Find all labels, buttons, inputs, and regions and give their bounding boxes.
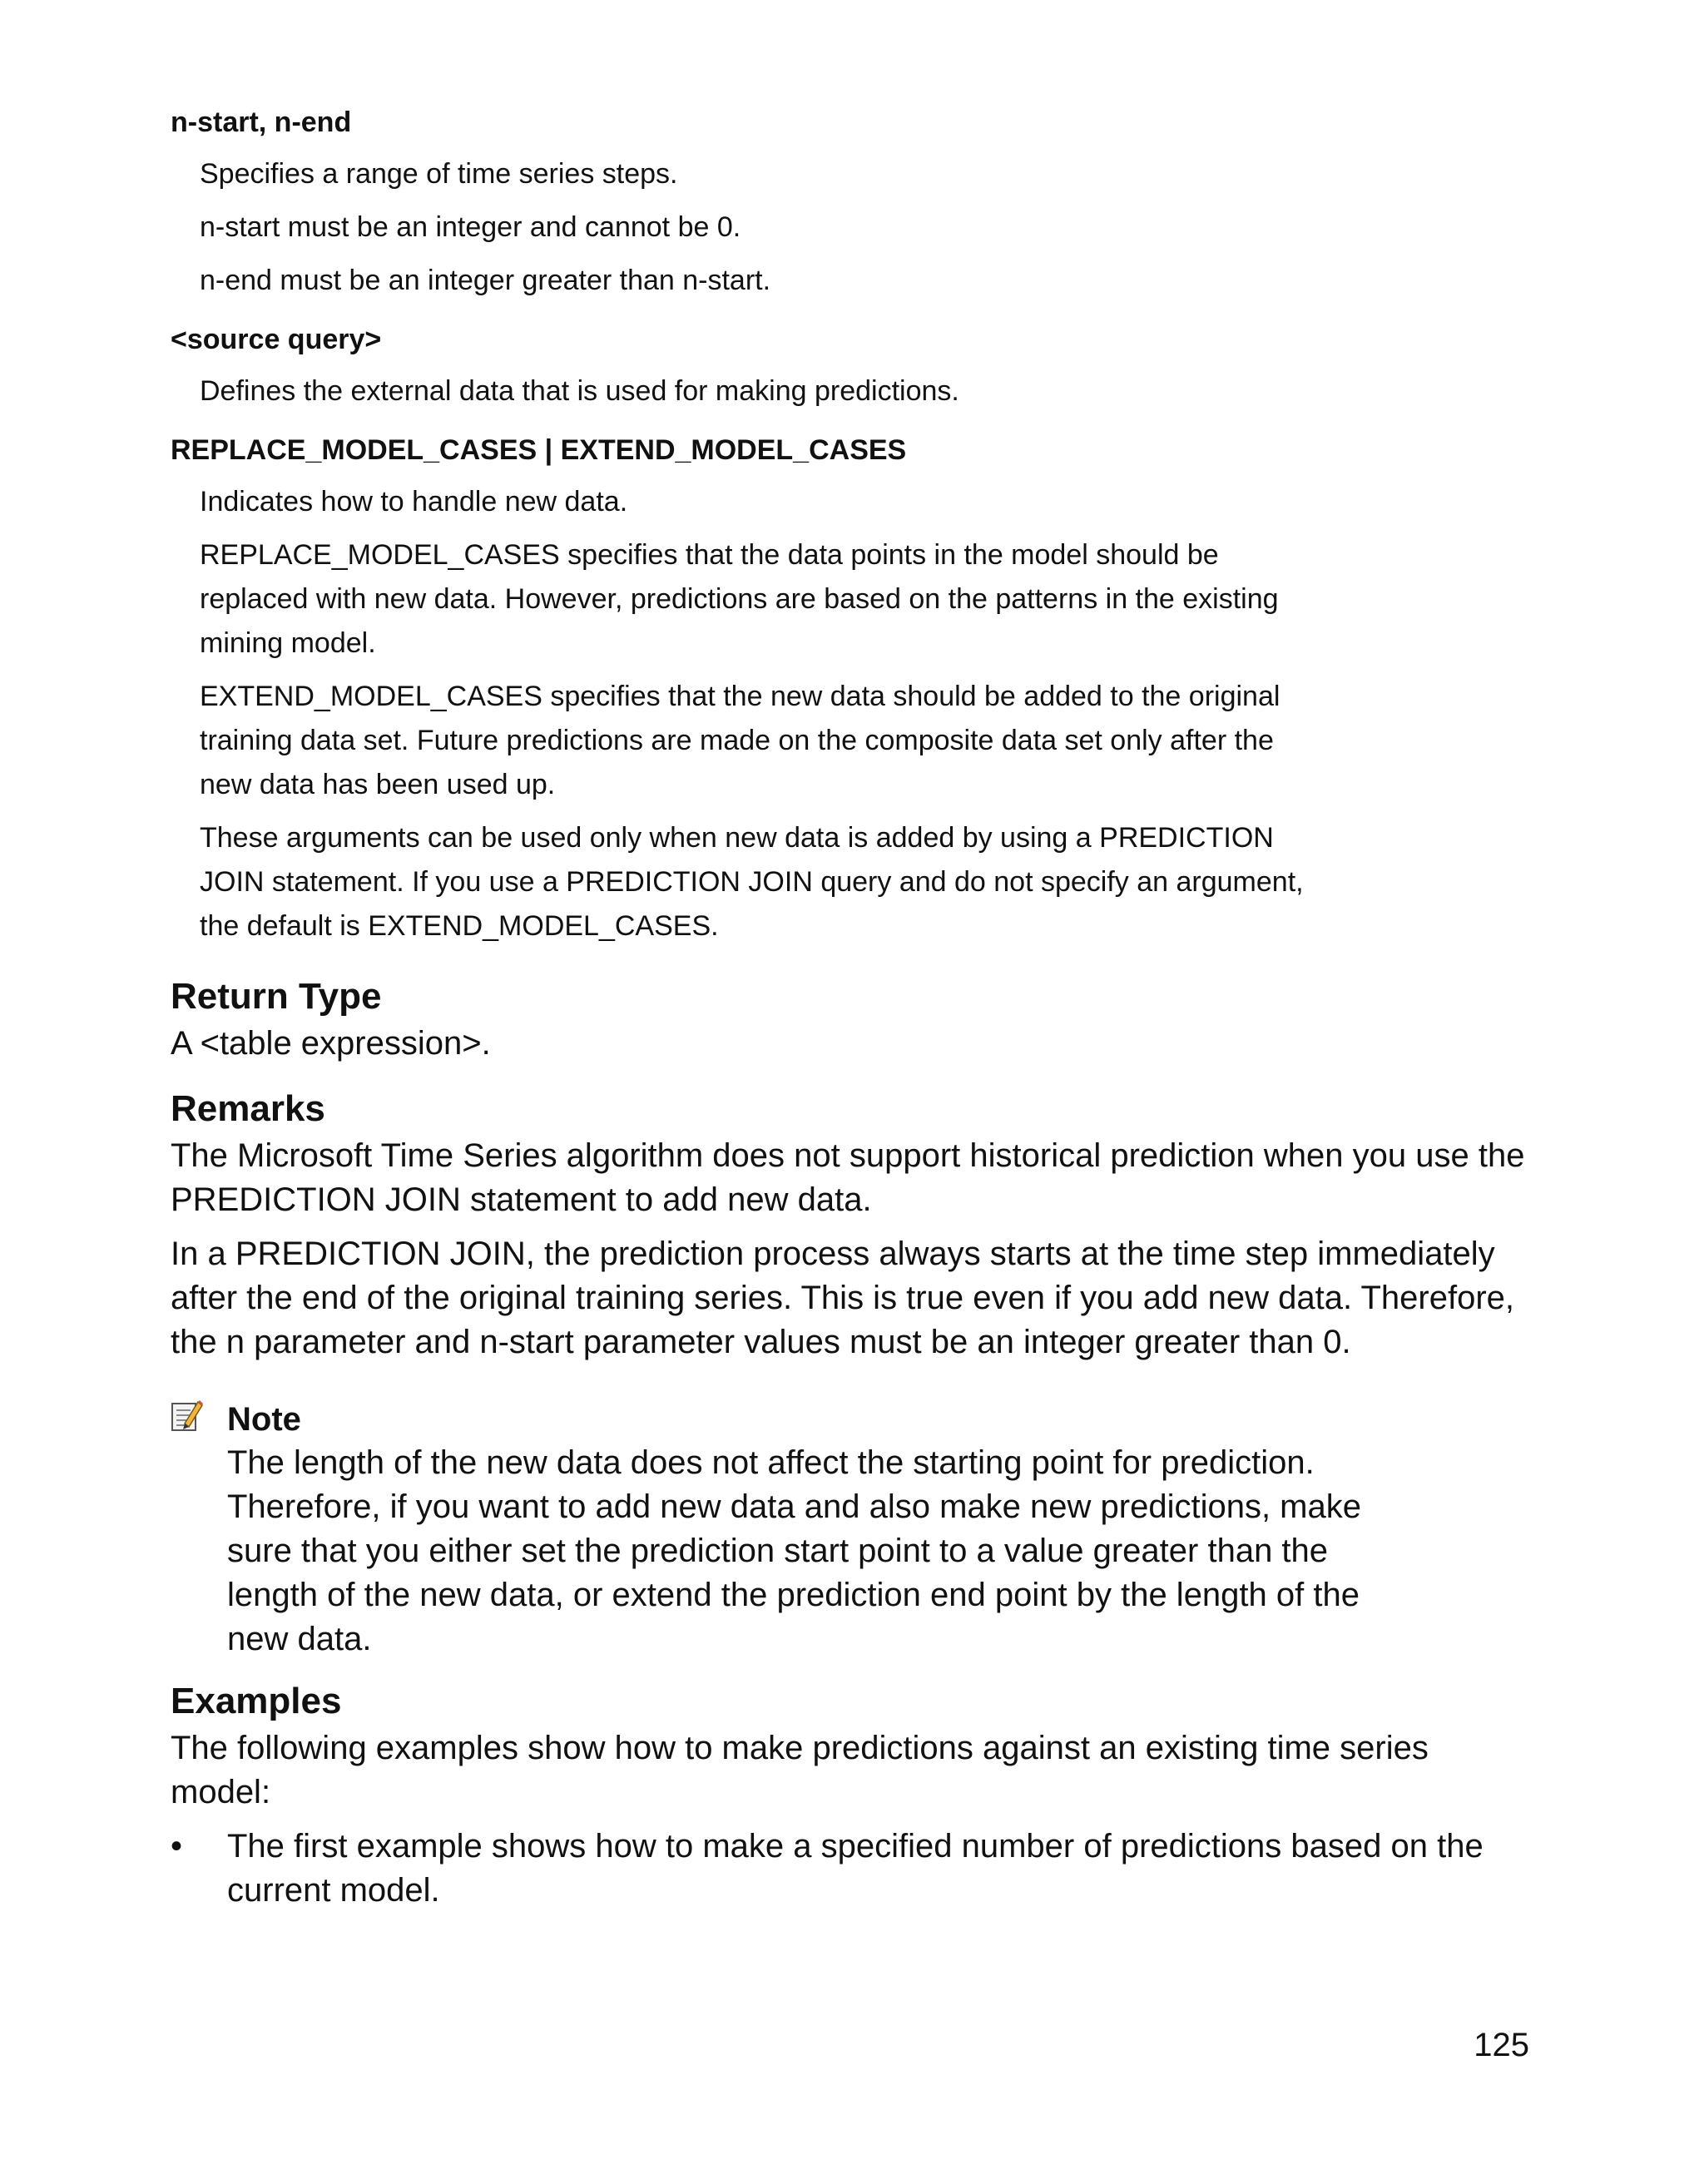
bullet-symbol: • (171, 1828, 183, 1865)
list-item-text: The first example shows how to make a specified number of predictions based on the current model. (227, 1828, 1484, 1909)
argument-definition (200, 369, 1331, 414)
definition-paragraph: REPLACE_MODEL_CASES specifies that the data points in the model should be replaced with new data. However, predictions are based on the patterns in the existing mining model. (200, 539, 1279, 659)
definition-paragraph: EXTEND_MODEL_CASES specifies that the new data should be added to the original training data set. Future predictions are made on the composite data set only after the new data has been used up. (200, 681, 1280, 800)
remarks-paragraph: The Microsoft Time Series algorithm does not support historical prediction when you use the PREDICTION JOIN statement to add new data. (171, 1137, 1525, 1218)
remarks-section (171, 1084, 1535, 1364)
argument-n-start-n-end (171, 104, 1535, 303)
definition-paragraph: Defines the external data that is used for making predictions. (200, 375, 959, 407)
examples-heading: Examples (171, 1681, 342, 1721)
note-heading: Note (227, 1401, 301, 1438)
remarks-paragraph: In a PREDICTION JOIN, the prediction process always starts at the time step immediately after the end of the original training series. This is true even if you add new data. Therefore, the n parameter and n-start parameter values must be an integer greater than 0. (171, 1236, 1515, 1360)
document-page (171, 104, 1535, 1913)
return-type-text: A <table expression>. (171, 1025, 491, 1062)
note-text: The length of the new data does not affect the starting point for prediction. Therefore, if you want to add new data and also make new predictions, make sure that you either set the prediction start point to a value greater than the length of the new data, or extend the prediction end point by the length of the new data. (227, 1444, 1361, 1657)
argument-term: n-start, n-end (171, 106, 352, 138)
argument-term: <source query> (171, 324, 382, 355)
return-type-section (171, 972, 1535, 1066)
examples-section (171, 1676, 1535, 1913)
argument-term: REPLACE_MODEL_CASES | EXTEND_MODEL_CASES (171, 434, 907, 466)
definition-paragraph: n-end must be an integer greater than n-start. (200, 265, 771, 296)
definition-paragraph: These arguments can be used only when new data is added by using a PREDICTION JOIN statement. If you use a PREDICTION JOIN query and do not specify an argument, the default is EXTEND_MODEL_CASES. (200, 822, 1304, 942)
return-type-heading: Return Type (171, 976, 382, 1017)
argument-definition (200, 480, 1331, 948)
definition-paragraph: n-start must be an integer and cannot be 0. (200, 211, 741, 243)
argument-definition (200, 152, 1331, 303)
list-item (171, 1825, 1535, 1913)
note-pencil-icon (171, 1399, 204, 1433)
definition-paragraph: Indicates how to handle new data. (200, 486, 628, 518)
argument-model-cases (171, 432, 1535, 948)
note-callout (171, 1398, 1535, 1662)
examples-intro: The following examples show how to make predictions against an existing time series model: (171, 1730, 1429, 1810)
definition-paragraph: Specifies a range of time series steps. (200, 158, 678, 190)
examples-bullet-list (171, 1825, 1535, 1913)
argument-source-query (171, 321, 1535, 414)
remarks-heading: Remarks (171, 1088, 325, 1129)
page-number: 125 (1474, 2027, 1529, 2063)
